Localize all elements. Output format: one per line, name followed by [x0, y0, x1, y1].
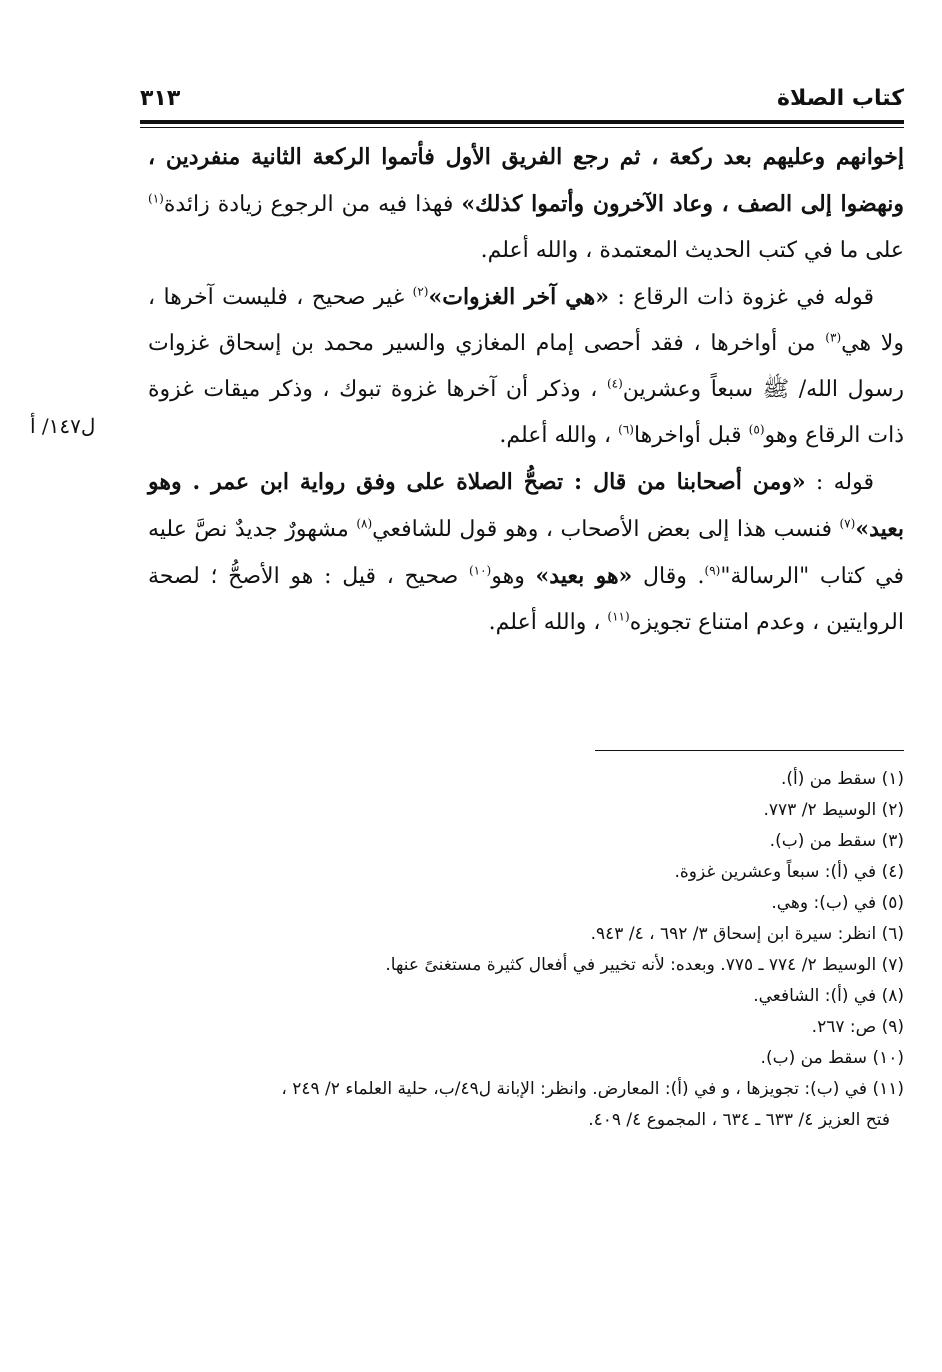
paragraph-1: [148, 134, 904, 274]
chapter-title: كتاب الصلاة: [777, 86, 904, 111]
main-text: [148, 134, 904, 646]
footnote-ref: (٥): [748, 422, 765, 437]
footnote: (٣) سقط من (ب).: [769, 831, 904, 851]
footnote: (١٠) سقط من (ب).: [760, 1048, 904, 1068]
text-run: قوله في غزوة ذات الرقاع :: [609, 285, 874, 310]
text-run: صحيح ، قيل : هو الأصحُّ ؛ لصحة الروايتين ، وعدم امتناع تجويزه: [148, 564, 904, 635]
text-run: قوله :: [805, 470, 874, 495]
text-run: فنسب هذا إلى بعض الأصحاب ، وهو قول للشافعي: [372, 517, 840, 542]
footnotes: [148, 764, 904, 1136]
text-run: ، والله أعلم.: [499, 423, 619, 448]
footnote-ref: (٩): [704, 563, 721, 578]
footnote-ref: (٢): [412, 284, 429, 299]
text-run: مشهورٌ جديدٌ نصَّ عليه في كتاب "الرسالة": [148, 517, 904, 589]
page-number: ٣١٣: [140, 86, 181, 111]
text-run: من أواخرها ، فقد أحصى إمام المغازي والسير محمد بن إسحاق غزوات رسول الله/ ﷺ سبعاً وعشرين: [148, 331, 904, 402]
footnote: (٧) الوسيط ٢/ ٧٧٤ ـ ٧٧٥. وبعده: لأنه تخيير في أفعال كثيرة مستغنىً عنها.: [385, 955, 904, 975]
footnote: (٨) في (أ): الشافعي.: [753, 986, 904, 1006]
footnote-separator: [595, 750, 904, 751]
manuscript-margin-note: ل١٤٧/ أ: [30, 414, 96, 438]
footnote-ref: (٧): [839, 516, 856, 531]
quoted-text: «هو بعيد»: [535, 563, 633, 589]
footnote: (٤) في (أ): سبعاً وعشرين غزوة.: [674, 862, 904, 882]
footnote-ref: (٨): [356, 516, 373, 531]
running-header: [140, 84, 904, 120]
footnote: (٩) ص: ٢٦٧.: [811, 1017, 904, 1037]
footnote-ref: (١١): [607, 609, 630, 624]
footnote-ref: (٣): [825, 330, 842, 345]
footnote: (٦) انظر: سيرة ابن إسحاق ٣/ ٦٩٢ ، ٤/ ٩٤٣.: [590, 924, 904, 944]
text-run: ، وذكر أن آخرها غزوة تبوك ، وذكر ميقات غزوة ذات الرقاع وهو: [148, 377, 904, 448]
footnote-continuation: فتح العزيز ٤/ ٦٣٣ ـ ٦٣٤ ، المجموع ٤/ ٤٠٩.: [588, 1110, 890, 1130]
text-run: . وقال: [632, 564, 705, 589]
text-run: قبل أواخرها: [633, 423, 749, 448]
text-run: ، والله أعلم.: [488, 610, 608, 635]
paragraph-3: [148, 459, 904, 646]
quoted-text: إخوانهم وعليهم بعد ركعة ، ثم رجع الفريق الأول فأتموا الركعة الثانية منفردين ، ونهضوا إلى الصف ، وعاد الآخرون وأتموا كذلك»: [148, 144, 904, 217]
footnote-ref: (١٠): [468, 563, 492, 578]
header-rule-thick: [140, 120, 904, 124]
footnote-ref: (٦): [618, 422, 634, 437]
footnote: (١١) في (ب): تجويزها ، و في (أ): المعارض. وانظر: الإبانة ل٤٩/ب، حلية العلماء ٢/ ٢٤٩ ،: [281, 1079, 904, 1099]
footnote: (١) سقط من (أ).: [780, 769, 904, 789]
quoted-text: «ومن أصحابنا من قال : تصحُّ الصلاة على وفق رواية ابن عمر . وهو بعيد»: [148, 469, 904, 542]
footnote: (٢) الوسيط ٢/ ٧٧٣.: [763, 800, 904, 820]
text-run: غير صحيح ، فليست آخرها ، ولا هي: [148, 285, 904, 356]
text-run: فهذا فيه من الرجوع زيادة زائدة: [163, 192, 462, 217]
paragraph-2: [148, 274, 904, 459]
text-run: على ما في كتب الحديث المعتمدة ، والله أعلم.: [480, 238, 904, 263]
footnote: (٥) في (ب): وهي.: [771, 893, 904, 913]
text-run: وهو: [491, 564, 536, 589]
footnote-ref: (٤): [606, 376, 623, 391]
quoted-text: «هي آخر الغزوات»: [428, 284, 609, 310]
footnote-ref: (١): [148, 191, 164, 206]
header-rule-thin: [140, 127, 904, 128]
